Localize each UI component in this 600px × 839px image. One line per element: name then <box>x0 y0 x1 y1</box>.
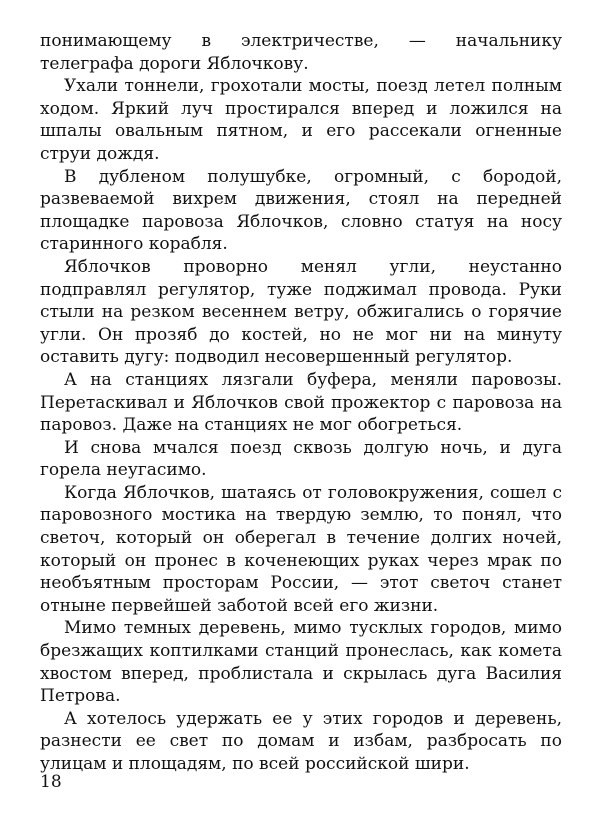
paragraph: Когда Яблочков, шатаясь от головокружения, сошел с паровозного мостика на твердую землю, то понял, что светоч, который он оберегал в течение долгих ночей, который он пронес в коченеющих руках через мрак по необъятным просторам России, — этот светоч станет отныне первейшей заботой всей его жизни. <box>40 482 562 616</box>
paragraph: А хотелось удержать ее у этих городов и деревень, разнести ее свет по домам и избам, разбросать по улицам и площадям, по всей российской шири. <box>40 708 562 774</box>
page-number: 18 <box>40 772 62 792</box>
paragraph: А на станциях лязгали буфера, меняли паровозы. Перетаскивал и Яблочков свой прожектор с паровоза на паровоз. Даже на станциях не мог обогреться. <box>40 369 562 436</box>
paragraph: Ухали тоннели, грохотали мосты, поезд летел полным ходом. Яркий луч простирался вперед и ложился на шпалы овальным пятном, и его рассекали огненные струи дождя. <box>40 76 562 164</box>
paragraph: Мимо темных деревень, мимо тусклых городов, мимо брезжащих коптилками станций пронеслась, как комета хвостом вперед, проблистала и скрылась дуга Василия Петрова. <box>40 618 562 707</box>
paragraph-continuation: понимающему в электричестве, — начальнику телеграфа дороги Яблочкову. <box>40 31 562 74</box>
paragraph: Яблочков проворно менял угли, неустанно подправлял регулятор, туже поджимал провода. Руки стыли на резком весеннем ветру, обжигались о горячие угли. Он прозяб до костей, но не мог ни на минуту оставить дугу: подводил несовершенный регулятор. <box>40 256 562 368</box>
paragraph: И снова мчался поезд сквозь долгую ночь, и дуга горела неугасимо. <box>40 437 562 481</box>
paragraph: В дубленом полушубке, огромный, с бородой, развеваемой вихрем движения, стоял на передней площадке паровоза Яблочков, словно статуя на носу старинного корабля. <box>40 166 562 255</box>
page-body <box>40 30 562 776</box>
